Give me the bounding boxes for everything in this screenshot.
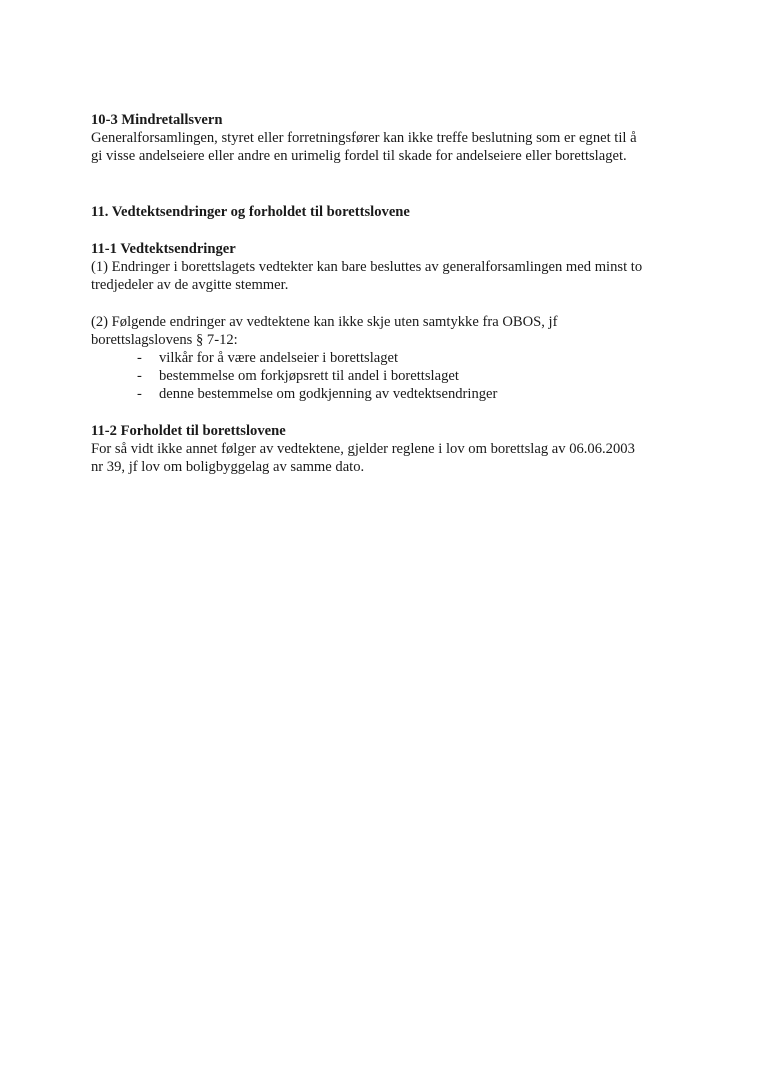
list-item: [91, 349, 691, 367]
list-dash: -: [137, 386, 142, 402]
list-dash: -: [137, 350, 142, 366]
section-11-1-para-2-line-2: borettslagslovens § 7-12:: [91, 332, 238, 348]
section-10-3-text-line-1: Generalforsamlingen, styret eller forretningsfører kan ikke treffe beslutning som er egnet til å: [91, 130, 637, 146]
spacer: [91, 294, 691, 313]
section-11-1-para-1-line-1: (1) Endringer i borettslagets vedtekter kan bare besluttes av generalforsamlingen med minst to: [91, 259, 643, 275]
list-item: [91, 367, 691, 385]
amendment-consent-list: [91, 349, 691, 403]
spacer: [91, 165, 691, 203]
section-11-1-para-2-line-1: (2) Følgende endringer av vedtektene kan ikke skje uten samtykke fra OBOS, jf: [91, 314, 558, 330]
list-item-text: vilkår for å være andelseier i borettslaget: [159, 350, 399, 366]
list-item-text: bestemmelse om forkjøpsrett til andel i borettslaget: [159, 368, 459, 384]
section-11-heading: 11. Vedtektsendringer og forholdet til borettslovene: [91, 204, 410, 220]
section-10-3-heading: 10-3 Mindretallsvern: [91, 112, 223, 128]
document-content: [91, 111, 691, 476]
section-11-1-para-1-line-2: tredjedeler av de avgitte stemmer.: [91, 277, 289, 293]
list-item: [91, 385, 691, 403]
section-10-3-text-line-2: gi visse andelseiere eller andre en urimelig fordel til skade for andelseiere eller borettslaget.: [91, 148, 627, 164]
spacer: [91, 403, 691, 422]
list-dash: -: [137, 368, 142, 384]
section-11-2-text-line-2: nr 39, jf lov om boligbyggelag av samme dato.: [91, 459, 365, 475]
section-11-1-heading: 11-1 Vedtektsendringer: [91, 241, 236, 257]
list-item-text: denne bestemmelse om godkjenning av vedtektsendringer: [159, 386, 498, 402]
section-11-2-heading: 11-2 Forholdet til borettslovene: [91, 423, 286, 439]
spacer: [91, 221, 691, 240]
section-11-2-text-line-1: For så vidt ikke annet følger av vedtektene, gjelder reglene i lov om borettslag av 06.06.2003: [91, 441, 635, 457]
